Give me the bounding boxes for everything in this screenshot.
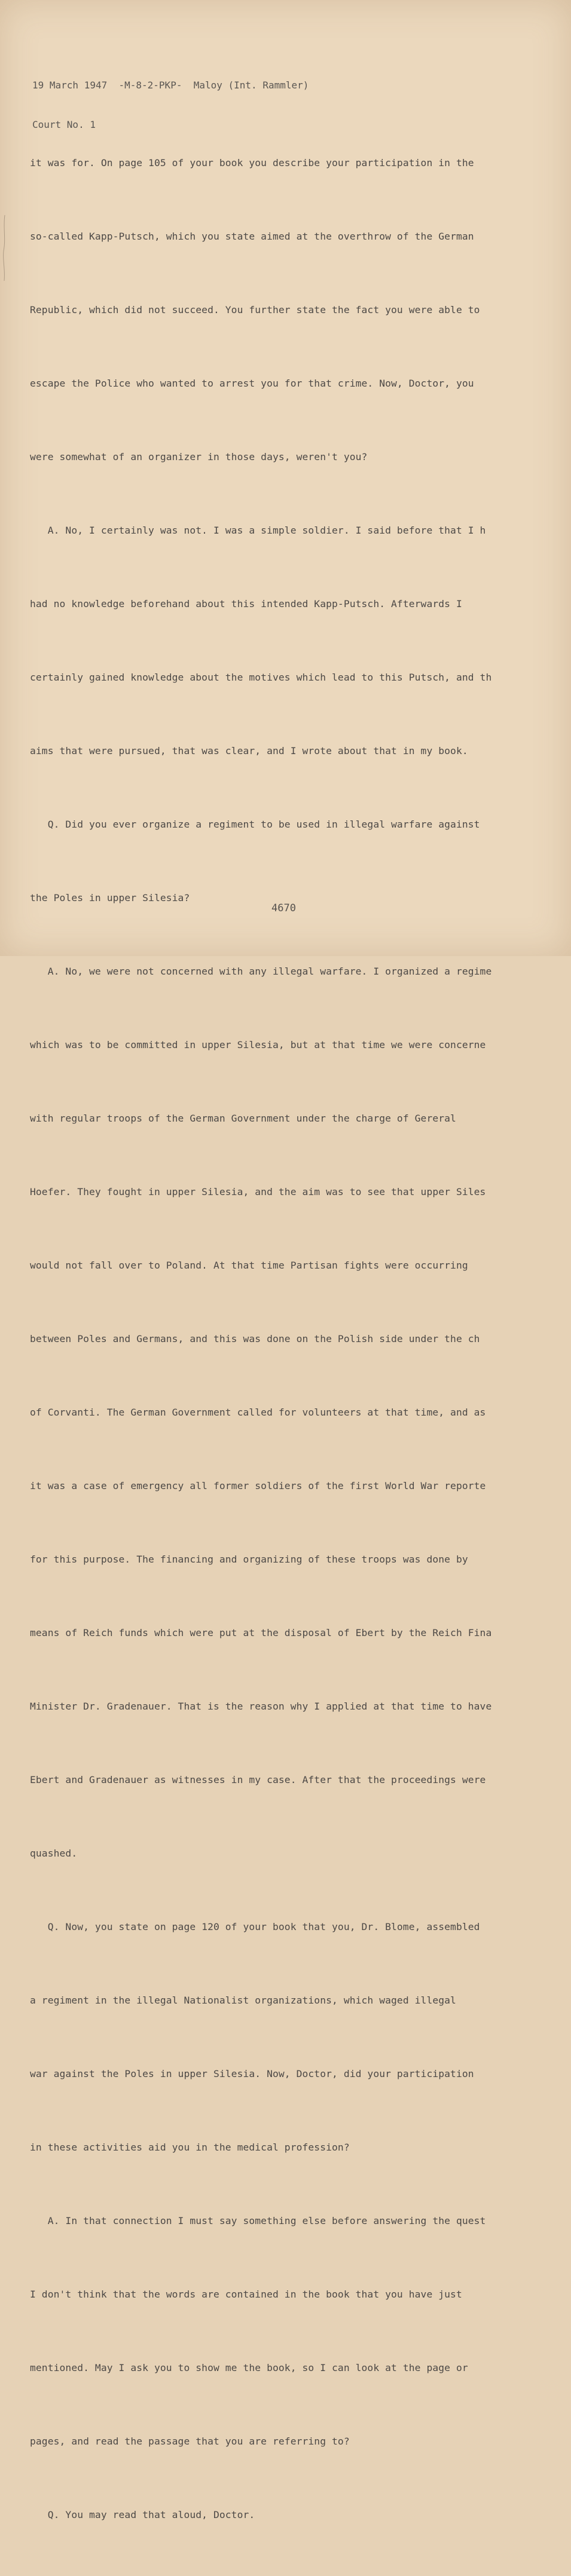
transcript-line: with regular troops of the German Government under the charge of Gereral [30,1113,456,1124]
transcript-line: for this purpose. The financing and organizing of these troops was done by [30,1554,468,1565]
transcript-line: quashed. [30,1848,78,1859]
transcript-line: between Poles and Germans, and this was done on the Polish side under the ch [30,1333,480,1344]
transcript-line: Minister Dr. Gradenauer. That is the reason why I applied at that time to have [30,1701,492,1712]
transcript-line: Q. You may read that aloud, Doctor. [30,2509,255,2520]
transcript-line: Republic, which did not succeed. You further state the fact you were able to [30,304,480,316]
transcript-line: A. No, we were not concerned with any illegal warfare. I organized a regime [30,966,492,977]
header-court-line: Court No. 1 [32,119,96,130]
transcript-line: in these activities aid you in the medical profession? [30,2142,350,2153]
transcript-line: which was to be committed in upper Silesia, but at that time we were concerne [30,1039,486,1050]
transcript-line: certainly gained knowledge about the motives which lead to this Putsch, and th [30,672,492,683]
transcript-line: were somewhat of an organizer in those days, weren't you? [30,451,368,462]
transcript-line: A. In that connection I must say something else before answering the quest [30,2215,486,2226]
transcript-line: escape the Police who wanted to arrest you for that crime. Now, Doctor, you [30,378,474,389]
page-number: 4670 [271,902,296,914]
transcript-line: Hoefer. They fought in upper Silesia, and the aim was to see that upper Siles [30,1186,486,1197]
transcript-line: aims that were pursued, that was clear, and I wrote about that in my book. [30,745,468,756]
transcript-line: it was for. On page 105 of your book you describe your participation in the [30,157,474,169]
transcript-line: Q. Did you ever organize a regiment to be used in illegal warfare against [30,819,480,830]
transcript-line: had no knowledge beforehand about this intended Kapp-Putsch. Afterwards I [30,598,462,609]
transcript-line: war against the Poles in upper Silesia. Now, Doctor, did your participation [30,2068,474,2079]
transcript-line: mentioned. May I ask you to show me the book, so I can look at the page or [30,2362,468,2373]
transcript-body [30,102,568,2576]
transcript-line: it was a case of emergency all former soldiers of the first World War reporte [30,1480,486,1491]
transcript-line: of Corvanti. The German Government called for volunteers at that time, and as [30,1407,486,1418]
transcript-line: the Poles in upper Silesia? [30,892,190,903]
transcript-line: means of Reich funds which were put at the disposal of Ebert by the Reich Fina [30,1627,492,1638]
transcript-line: would not fall over to Poland. At that time Partisan fights were occurring [30,1260,468,1271]
transcript-line: pages, and read the passage that you are referring to? [30,2436,350,2447]
transcript-line: A. No, I certainly was not. I was a simple soldier. I said before that I h [30,525,486,536]
transcript-line: Q. Now, you state on page 120 of your book that you, Dr. Blome, assembled [30,1921,480,1932]
transcript-line: a regiment in the illegal Nationalist organizations, which waged illegal [30,1995,456,2006]
margin-pencil-mark [1,215,7,281]
transcript-line: I don't think that the words are contained in the book that you have just [30,2289,462,2300]
transcript-line: so-called Kapp-Putsch, which you state aimed at the overthrow of the German [30,231,474,242]
transcript-line: Ebert and Gradenauer as witnesses in my case. After that the proceedings were [30,1774,486,1785]
header-date-line: 19 March 1947 -M-8-2-PKP- Maloy (Int. Rammler) [32,79,309,91]
